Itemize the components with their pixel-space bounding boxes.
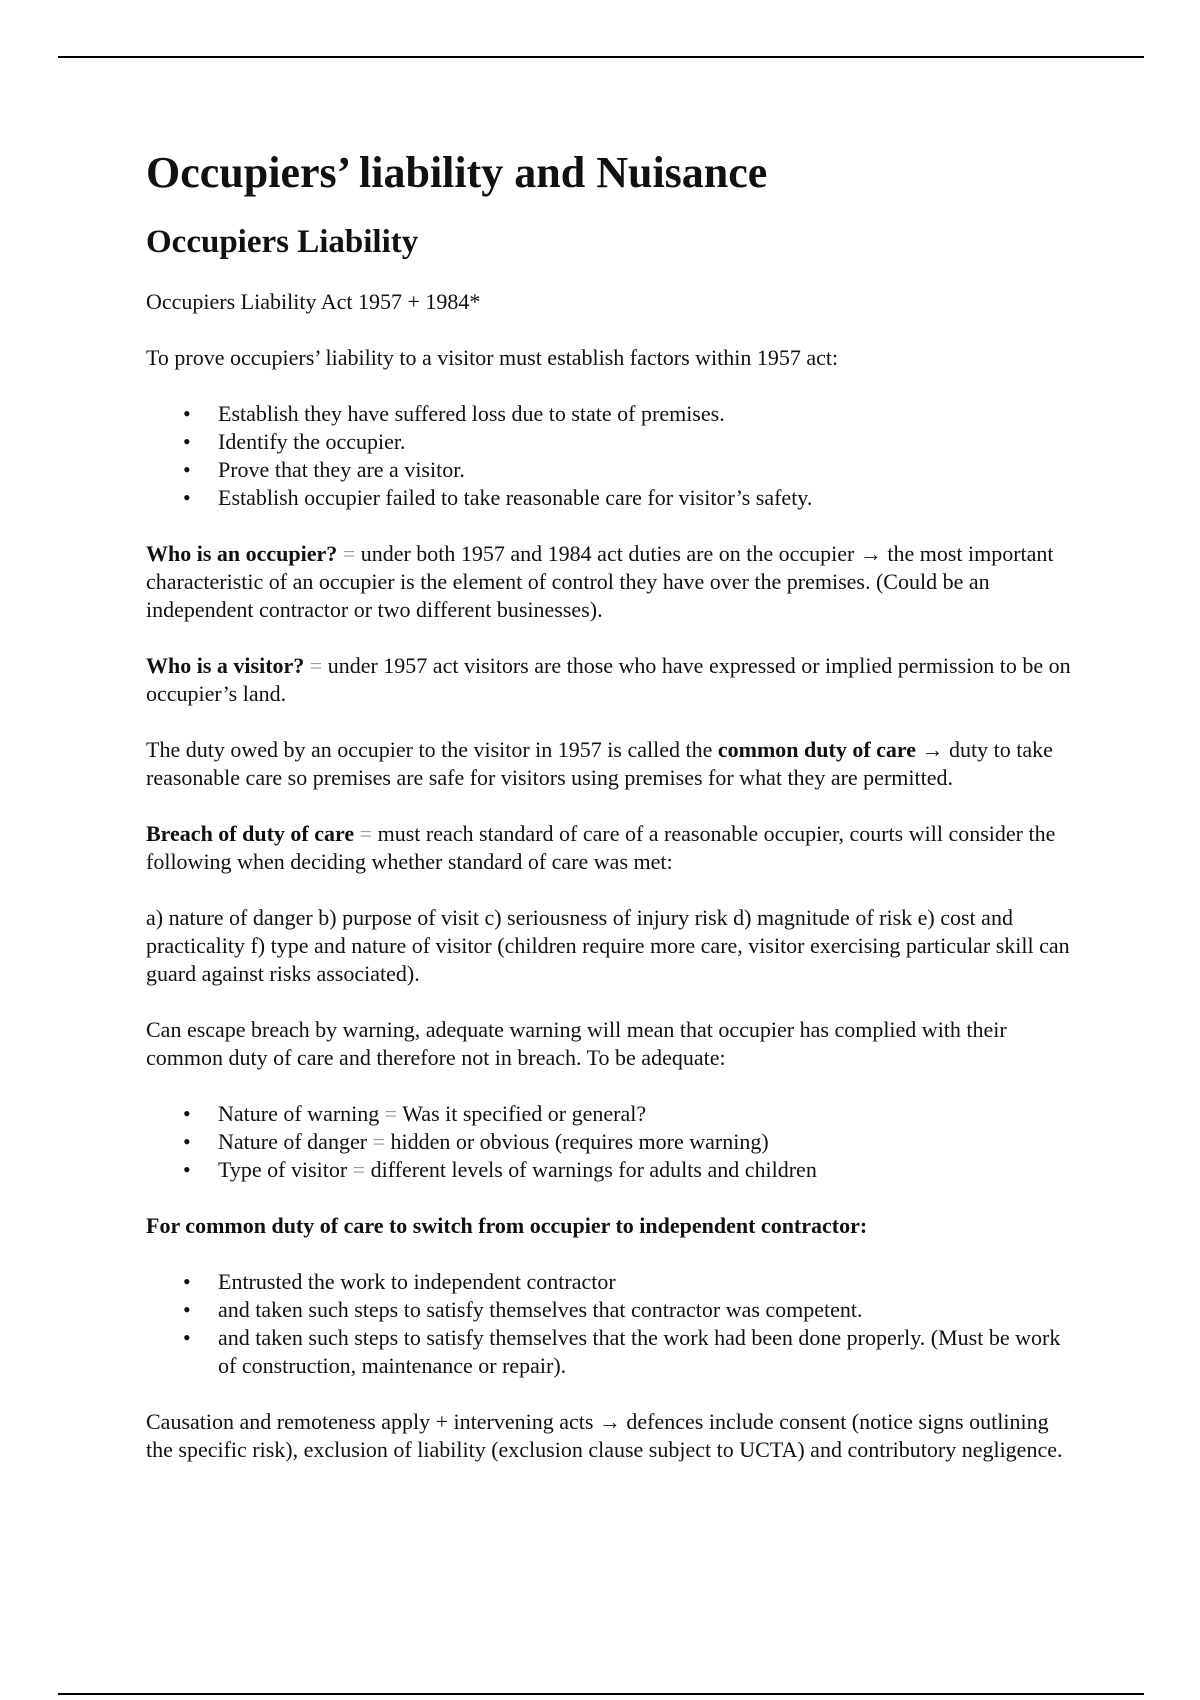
equals-sign: =: [309, 653, 323, 678]
list-item: • Nature of danger = hidden or obvious (requires more warning): [146, 1128, 1076, 1156]
list-item: • Establish occupier failed to take reasonable care for visitor’s safety.: [146, 484, 1076, 512]
breach-paragraph: [146, 820, 1076, 876]
list-item: • Entrusted the work to independent contractor: [146, 1268, 1076, 1296]
top-rule: [58, 56, 1144, 58]
occupier-text: under both 1957 and 1984 act duties are on the occupier → the most important characteristic of an occupier is the element of control they have over the premises. (Could be an independent contractor or two different businesses).: [146, 541, 1054, 622]
list-item: • Type of visitor = different levels of warnings for adults and children: [146, 1156, 1076, 1184]
occupier-paragraph: [146, 540, 1076, 624]
document-page: [146, 142, 1076, 1492]
prove-list: [146, 400, 1076, 512]
breach-label: Breach of duty of care: [146, 821, 355, 846]
bottom-rule: [58, 1693, 1144, 1695]
warning-intro: Can escape breach by warning, adequate warning will mean that occupier has complied with their common duty of care and therefore not in breach. To be adequate:: [146, 1017, 1007, 1070]
list-item: • and taken such steps to satisfy themselves that the work had been done properly. (Must be work of construction, maintenance or repair).: [146, 1324, 1076, 1380]
equals-sign: =: [342, 541, 356, 566]
causation-paragraph: Causation and remoteness apply + intervening acts → defences include consent (notice signs outlining the specific risk), exclusion of liability (exclusion clause subject to UCTA) and contributory negligence.: [146, 1409, 1063, 1462]
factors-paragraph: a) nature of danger b) purpose of visit c) seriousness of injury risk d) magnitude of risk e) cost and practicality f) type and nature of visitor (children require more care, visitor exercising particular skill can guard against risks associated).: [146, 905, 1070, 986]
list-item: • Establish they have suffered loss due to state of premises.: [146, 400, 1076, 428]
occupier-label: Who is an occupier?: [146, 541, 338, 566]
contractor-list: [146, 1268, 1076, 1380]
visitor-text: under 1957 act visitors are those who have expressed or implied permission to be on occupier’s land.: [146, 653, 1071, 706]
visitor-label: Who is a visitor?: [146, 653, 305, 678]
breach-text: must reach standard of care of a reasonable occupier, courts will consider the following when deciding whether standard of care was met:: [146, 821, 1056, 874]
list-item: • Nature of warning = Was it specified or general?: [146, 1100, 1076, 1128]
duty-bold: common duty of care: [717, 737, 917, 762]
contractor-heading: For common duty of care to switch from occupier to independent contractor:: [146, 1213, 868, 1238]
document-title: Occupiers’ liability and Nuisance: [146, 148, 768, 197]
section-heading: Occupiers Liability: [146, 224, 419, 260]
act-line: Occupiers Liability Act 1957 + 1984*: [146, 289, 481, 314]
warning-list: [146, 1100, 1076, 1184]
prove-intro: To prove occupiers’ liability to a visitor must establish factors within 1957 act:: [146, 345, 839, 370]
duty-post: → duty to take reasonable care so premises are safe for visitors using premises for what they are permitted.: [146, 737, 1053, 790]
list-item: • Identify the occupier.: [146, 428, 1076, 456]
list-item: • and taken such steps to satisfy themselves that contractor was competent.: [146, 1296, 1076, 1324]
duty-paragraph: [146, 736, 1076, 792]
list-item: • Prove that they are a visitor.: [146, 456, 1076, 484]
duty-pre: The duty owed by an occupier to the visitor in 1957 is called the: [146, 737, 718, 762]
visitor-paragraph: [146, 652, 1076, 708]
equals-sign: =: [359, 821, 373, 846]
